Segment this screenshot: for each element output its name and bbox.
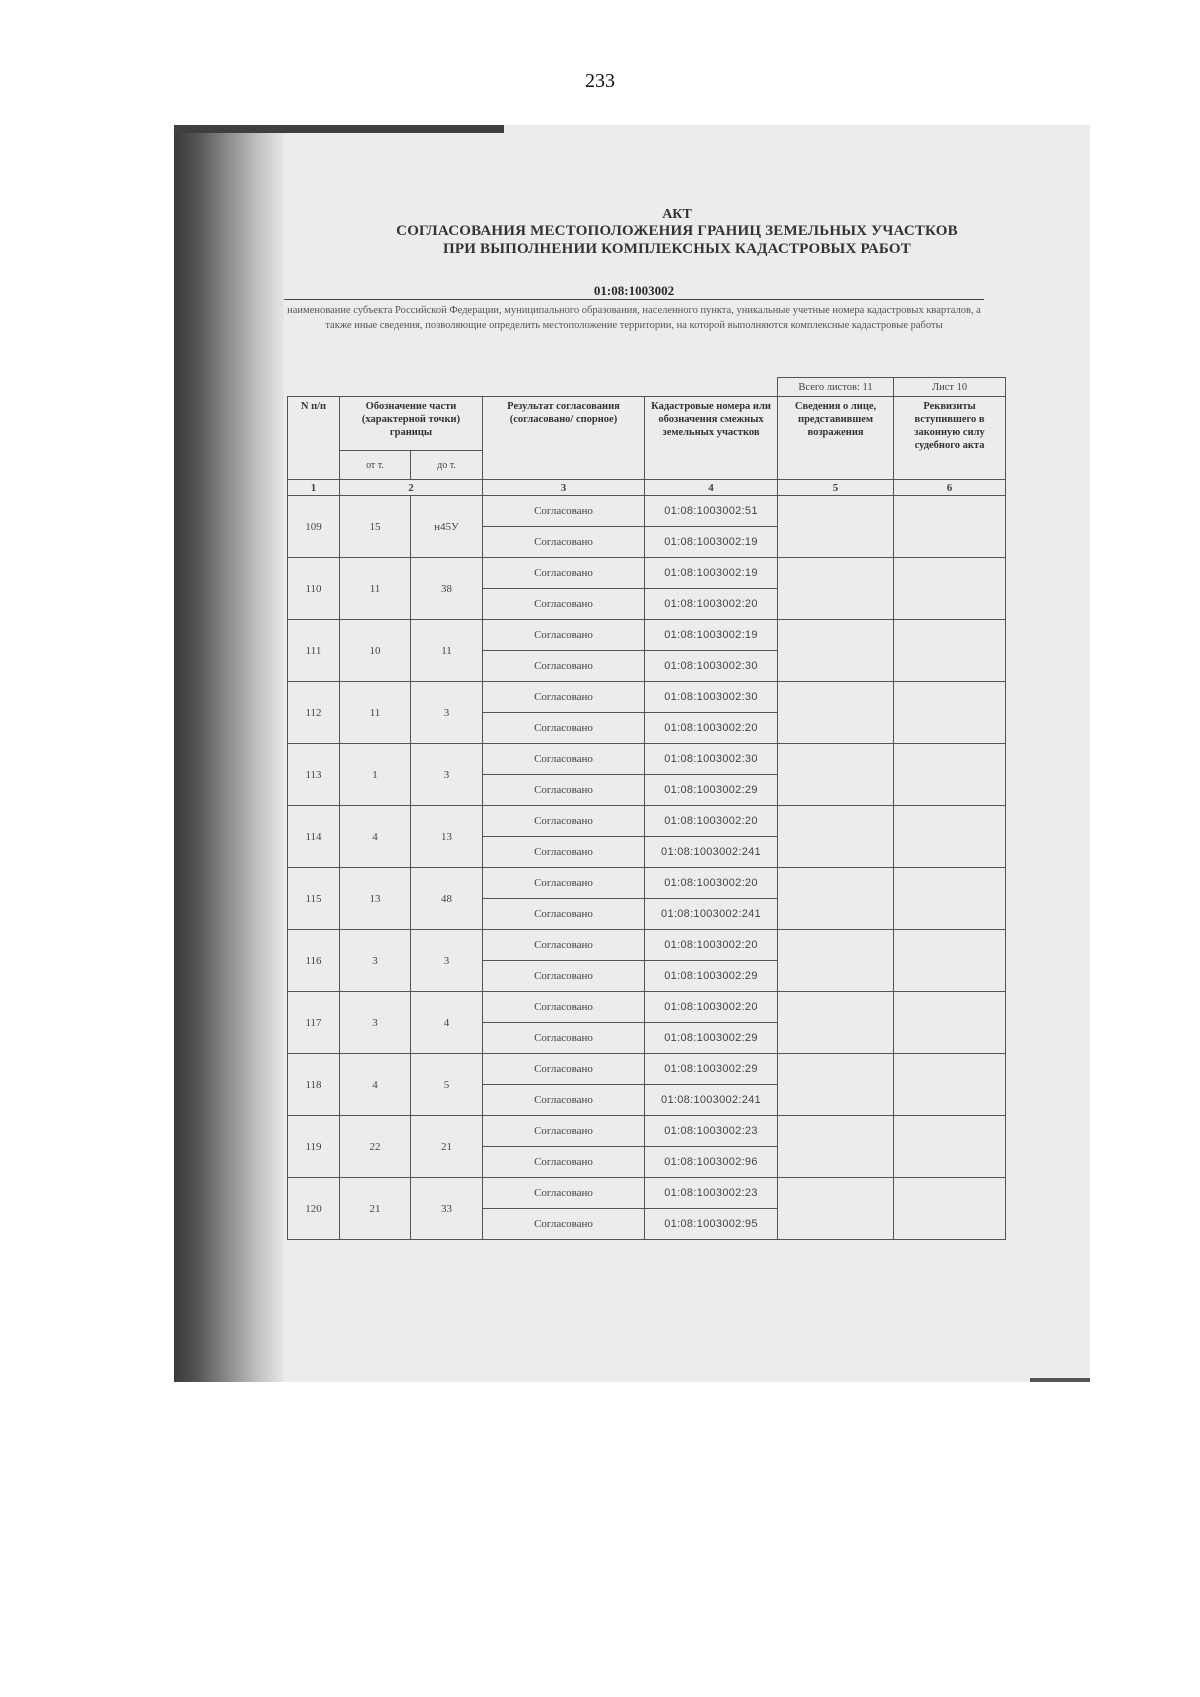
territory-code-underline [284,299,984,300]
cadastral-number: 01:08:1003002:19 [645,558,778,589]
objector-info [778,558,894,620]
from-point: 4 [340,806,411,868]
objector-info [778,620,894,682]
approval-result: Согласовано [483,651,645,682]
objector-info [778,930,894,992]
header-from-point: от т. [340,451,411,480]
column-number: 1 [288,480,340,496]
header-row [288,397,1006,451]
to-point: 4 [411,992,483,1054]
court-act-details [894,1116,1006,1178]
column-number: 2 [340,480,483,496]
from-point: 1 [340,744,411,806]
approval-result: Согласовано [483,1209,645,1240]
cadastral-number: 01:08:1003002:95 [645,1209,778,1240]
act-document [174,125,1090,1382]
to-point: 11 [411,620,483,682]
objector-info [778,496,894,558]
table-row [288,620,1006,651]
row-number: 120 [288,1178,340,1240]
approval-result: Согласовано [483,496,645,527]
objector-info [778,682,894,744]
from-point: 10 [340,620,411,682]
to-point: 48 [411,868,483,930]
cadastral-number: 01:08:1003002:241 [645,837,778,868]
approval-result: Согласовано [483,527,645,558]
approval-result: Согласовано [483,1023,645,1054]
header-result: Результат согласования (согласовано/ спорное) [483,397,645,480]
header-to-point: до т. [411,451,483,480]
objector-info [778,1178,894,1240]
court-act-details [894,806,1006,868]
table-row [288,992,1006,1023]
approval-table [287,377,1006,1240]
approval-result: Согласовано [483,899,645,930]
act-subtitle-line2: ПРИ ВЫПОЛНЕНИИ КОМПЛЕКСНЫХ КАДАСТРОВЫХ РАБОТ [442,241,912,257]
row-number: 113 [288,744,340,806]
to-point: 3 [411,682,483,744]
table-row [288,868,1006,899]
row-number: 114 [288,806,340,868]
approval-result: Согласовано [483,589,645,620]
column-number: 3 [483,480,645,496]
column-number: 6 [894,480,1006,496]
column-number-row [288,480,1006,496]
table-row [288,682,1006,713]
current-sheet: Лист 10 [894,378,1006,397]
court-act-details [894,930,1006,992]
objector-info [778,1054,894,1116]
to-point: 21 [411,1116,483,1178]
cadastral-number: 01:08:1003002:51 [645,496,778,527]
objector-info [778,868,894,930]
approval-result: Согласовано [483,806,645,837]
cadastral-number: 01:08:1003002:20 [645,806,778,837]
territory-code: 01:08:1003002 [593,283,675,298]
objector-info [778,744,894,806]
approval-result: Согласовано [483,1085,645,1116]
approval-result: Согласовано [483,961,645,992]
cadastral-number: 01:08:1003002:96 [645,1147,778,1178]
table-row [288,744,1006,775]
objector-info [778,992,894,1054]
territory-description: наименование субъекта Российской Федерации, муниципального образования, населенного пункта, уникальные учетные номера кадастровых кварталов, а также иные сведения, позволяющие определить местоположение территории, на которой выполняются комплексные кадастровые работы [287,305,981,331]
from-point: 15 [340,496,411,558]
cadastral-number: 01:08:1003002:19 [645,620,778,651]
cadastral-number: 01:08:1003002:23 [645,1178,778,1209]
from-point: 22 [340,1116,411,1178]
cadastral-number: 01:08:1003002:29 [645,1054,778,1085]
to-point: 13 [411,806,483,868]
row-number: 119 [288,1116,340,1178]
court-act-details [894,992,1006,1054]
cadastral-number: 01:08:1003002:29 [645,775,778,806]
to-point: 3 [411,930,483,992]
table-row [288,1178,1006,1209]
scanned-document [174,125,1090,1382]
to-point: 38 [411,558,483,620]
court-act-details [894,1054,1006,1116]
cadastral-number: 01:08:1003002:20 [645,868,778,899]
court-act-details [894,682,1006,744]
row-number: 117 [288,992,340,1054]
table-row [288,930,1006,961]
court-act-details [894,868,1006,930]
from-point: 21 [340,1178,411,1240]
row-number: 111 [288,620,340,682]
objector-info [778,1116,894,1178]
objector-info [778,806,894,868]
total-sheets: Всего листов: 11 [778,378,894,397]
row-number: 110 [288,558,340,620]
approval-result: Согласовано [483,744,645,775]
table-row [288,496,1006,527]
cadastral-number: 01:08:1003002:30 [645,651,778,682]
cadastral-number: 01:08:1003002:20 [645,589,778,620]
to-point: н45У [411,496,483,558]
approval-result: Согласовано [483,1116,645,1147]
from-point: 3 [340,930,411,992]
approval-result: Согласовано [483,1147,645,1178]
approval-result: Согласовано [483,713,645,744]
header-cadastral: Кадастровые номера или обозначения смежных земельных участков [645,397,778,480]
cadastral-number: 01:08:1003002:20 [645,992,778,1023]
row-number: 115 [288,868,340,930]
from-point: 11 [340,558,411,620]
approval-result: Согласовано [483,1178,645,1209]
court-act-details [894,496,1006,558]
from-point: 4 [340,1054,411,1116]
to-point: 3 [411,744,483,806]
approval-table-body [288,496,1006,1240]
table-row [288,1116,1006,1147]
cadastral-number: 01:08:1003002:30 [645,744,778,775]
cadastral-number: 01:08:1003002:20 [645,930,778,961]
cadastral-number: 01:08:1003002:30 [645,682,778,713]
approval-result: Согласовано [483,620,645,651]
approval-result: Согласовано [483,775,645,806]
to-point: 33 [411,1178,483,1240]
from-point: 3 [340,992,411,1054]
header-objector: Сведения о лице, представившем возражения [778,397,894,480]
cadastral-number: 01:08:1003002:29 [645,1023,778,1054]
row-number: 112 [288,682,340,744]
page-number: 233 [585,70,615,92]
header-boundary-part: Обозначение части (характерной точки) границы [340,397,483,451]
cadastral-number: 01:08:1003002:241 [645,899,778,930]
approval-result: Согласовано [483,837,645,868]
table-row [288,558,1006,589]
court-act-details [894,1178,1006,1240]
approval-result: Согласовано [483,558,645,589]
cadastral-number: 01:08:1003002:19 [645,527,778,558]
cadastral-number: 01:08:1003002:20 [645,713,778,744]
column-number: 4 [645,480,778,496]
from-point: 11 [340,682,411,744]
court-act-details [894,620,1006,682]
approval-result: Согласовано [483,868,645,899]
approval-result: Согласовано [483,682,645,713]
header-court-act: Реквизиты вступившего в законную силу судебного акта [894,397,1006,480]
court-act-details [894,558,1006,620]
table-row [288,806,1006,837]
act-title: АКТ [662,207,692,222]
approval-result: Согласовано [483,1054,645,1085]
header-num: N п/п [288,397,340,480]
row-number: 109 [288,496,340,558]
sheet-info-row [288,378,1006,397]
row-number: 116 [288,930,340,992]
act-subtitle-line1: СОГЛАСОВАНИЯ МЕСТОПОЛОЖЕНИЯ ГРАНИЦ ЗЕМЕЛЬНЫХ УЧАСТКОВ [396,223,958,239]
column-number: 5 [778,480,894,496]
to-point: 5 [411,1054,483,1116]
table-row [288,1054,1006,1085]
approval-result: Согласовано [483,992,645,1023]
approval-result: Согласовано [483,930,645,961]
cadastral-number: 01:08:1003002:241 [645,1085,778,1116]
row-number: 118 [288,1054,340,1116]
cadastral-number: 01:08:1003002:29 [645,961,778,992]
cadastral-number: 01:08:1003002:23 [645,1116,778,1147]
court-act-details [894,744,1006,806]
from-point: 13 [340,868,411,930]
